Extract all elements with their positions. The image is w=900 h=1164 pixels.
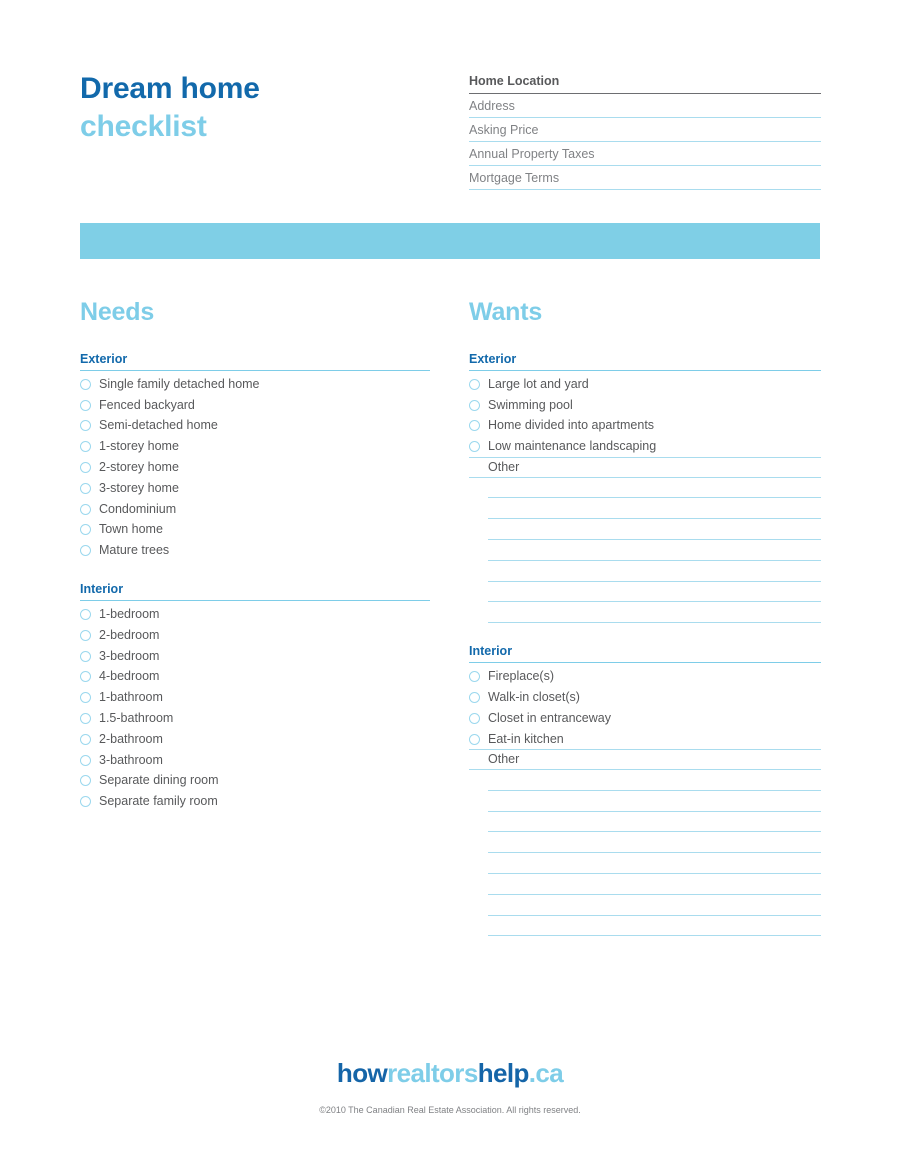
checklist-item[interactable]	[80, 625, 430, 646]
title-line-primary: Dream home	[80, 72, 260, 105]
checkbox-circle-icon[interactable]	[80, 671, 91, 682]
write-in-line[interactable]	[488, 895, 821, 916]
checklist-item-label: Single family detached home	[99, 376, 260, 391]
checkbox-circle-icon[interactable]	[469, 734, 480, 745]
checkbox-circle-icon[interactable]	[80, 462, 91, 473]
checkbox-circle-icon[interactable]	[469, 671, 480, 682]
checkbox-circle-icon[interactable]	[80, 504, 91, 515]
checklist-item-label: Eat-in kitchen	[488, 731, 564, 746]
home-location-block	[469, 74, 821, 190]
checkbox-circle-icon[interactable]	[80, 441, 91, 452]
write-in-line[interactable]	[488, 540, 821, 561]
checklist-item-label: Separate family room	[99, 794, 218, 809]
checkbox-circle-icon[interactable]	[80, 609, 91, 620]
logo-part-help: help	[477, 1058, 529, 1088]
checklist-item[interactable]	[80, 771, 430, 792]
checklist-item-label: Semi-detached home	[99, 418, 218, 433]
checklist-item-label: Low maintenance landscaping	[488, 439, 657, 454]
checklist-item-label: Swimming pool	[488, 397, 573, 412]
checkbox-circle-icon[interactable]	[469, 713, 480, 724]
checklist-item-label: 2-storey home	[99, 460, 179, 475]
checklist-item[interactable]	[80, 791, 430, 812]
write-in-line[interactable]	[488, 874, 821, 895]
checkbox-circle-icon[interactable]	[469, 379, 480, 390]
checkbox-circle-icon[interactable]	[80, 713, 91, 724]
checklist-item-label: 1-storey home	[99, 439, 179, 454]
wants-section-interior	[469, 644, 821, 936]
checkbox-circle-icon[interactable]	[80, 734, 91, 745]
checklist-item[interactable]	[469, 687, 821, 708]
checkbox-circle-icon[interactable]	[469, 441, 480, 452]
home-location-row-mortgage-terms[interactable]: Mortgage Terms	[469, 166, 821, 190]
checkbox-circle-icon[interactable]	[80, 755, 91, 766]
checklist-item-label: Condominium	[99, 501, 177, 516]
checklist-item[interactable]	[80, 708, 430, 729]
accent-banner	[80, 223, 820, 259]
checkbox-circle-icon[interactable]	[469, 400, 480, 411]
checklist-item[interactable]	[80, 374, 430, 395]
checklist-item[interactable]	[80, 416, 430, 437]
section-spacer	[80, 561, 430, 582]
checklist-item[interactable]	[469, 708, 821, 729]
checklist-item-label: Fenced backyard	[99, 397, 195, 412]
section-heading-interior: Interior	[80, 582, 430, 601]
checklist-item[interactable]	[80, 540, 430, 561]
checklist-item-label: Separate dining room	[99, 773, 219, 788]
needs-section-exterior	[80, 352, 430, 561]
checklist-item[interactable]	[80, 604, 430, 625]
write-in-line[interactable]	[488, 582, 821, 603]
checklist-item-label: Mature trees	[99, 543, 170, 558]
home-location-row-address[interactable]: Address	[469, 94, 821, 118]
write-in-line[interactable]	[488, 561, 821, 582]
section-heading-exterior: Exterior	[80, 352, 430, 371]
checklist-item-label: 2-bedroom	[99, 627, 160, 642]
checklist-item-label: Large lot and yard	[488, 376, 589, 391]
checkbox-circle-icon[interactable]	[469, 692, 480, 703]
write-in-line[interactable]	[488, 812, 821, 833]
checklist-item-label: 3-bathroom	[99, 752, 163, 767]
column-title-needs: Needs	[80, 298, 155, 326]
title-line-secondary: checklist	[80, 110, 207, 143]
write-in-line[interactable]	[488, 916, 821, 937]
checklist-item-label: Town home	[99, 522, 163, 537]
copyright-text: ©2010 The Canadian Real Estate Association. All rights reserved.	[319, 1105, 581, 1115]
checkbox-circle-icon[interactable]	[80, 420, 91, 431]
checklist-item[interactable]	[80, 750, 430, 771]
checklist-item[interactable]	[80, 457, 430, 478]
home-location-row-asking-price[interactable]: Asking Price	[469, 118, 821, 142]
column-title-wants: Wants	[469, 298, 543, 326]
checkbox-circle-icon[interactable]	[80, 651, 91, 662]
checkbox-circle-icon[interactable]	[80, 379, 91, 390]
checklist-item[interactable]	[80, 646, 430, 667]
checklist-item[interactable]	[80, 395, 430, 416]
column-wants	[469, 298, 821, 936]
checklist-item[interactable]	[80, 687, 430, 708]
write-in-line[interactable]	[488, 791, 821, 812]
checklist-item-label: 3-storey home	[99, 480, 179, 495]
checklist-item[interactable]	[469, 666, 821, 687]
checklist-item[interactable]	[469, 416, 821, 437]
checklist-item-label: Walk-in closet(s)	[488, 689, 580, 704]
section-heading-exterior: Exterior	[469, 352, 821, 371]
other-label-row: Other	[469, 749, 821, 770]
checklist-item-label: 3-bedroom	[99, 648, 160, 663]
checkbox-circle-icon[interactable]	[80, 796, 91, 807]
write-in-line[interactable]	[488, 853, 821, 874]
checklist-item[interactable]	[80, 478, 430, 499]
write-in-line[interactable]	[488, 478, 821, 499]
checklist-item-label: 4-bedroom	[99, 669, 160, 684]
checklist-item-label: Closet in entranceway	[488, 710, 611, 725]
checklist-item[interactable]	[80, 436, 430, 457]
checkbox-circle-icon[interactable]	[80, 545, 91, 556]
checklist-item[interactable]	[80, 499, 430, 520]
checkbox-circle-icon[interactable]	[80, 524, 91, 535]
write-in-line[interactable]	[488, 602, 821, 623]
checklist-item[interactable]	[469, 729, 821, 750]
checklist-item[interactable]	[469, 395, 821, 416]
footer	[0, 1058, 900, 1116]
checklist-item-label: 2-bathroom	[99, 731, 163, 746]
write-in-line[interactable]	[488, 519, 821, 540]
logo-part-how: how	[336, 1058, 388, 1088]
write-in-line[interactable]	[488, 832, 821, 853]
checkbox-circle-icon[interactable]	[80, 692, 91, 703]
needs-section-interior	[80, 582, 430, 812]
checklist-item-label: 1.5-bathroom	[99, 711, 174, 726]
logo-part-realtors: realtors	[387, 1058, 478, 1088]
other-label-row: Other	[469, 457, 821, 478]
checkbox-circle-icon[interactable]	[80, 775, 91, 786]
write-in-line[interactable]	[488, 770, 821, 791]
section-heading-interior: Interior	[469, 644, 821, 663]
checklist-item-label: 1-bedroom	[99, 607, 160, 622]
home-location-heading: Home Location	[469, 74, 821, 94]
checklist-item-label: Home divided into apartments	[488, 418, 655, 433]
wants-section-exterior	[469, 352, 821, 623]
brand-logo[interactable]	[0, 1058, 900, 1088]
column-needs	[80, 298, 430, 812]
home-location-row-annual-property-taxes[interactable]: Annual Property Taxes	[469, 142, 821, 166]
write-in-line[interactable]	[488, 498, 821, 519]
checklist-item[interactable]	[80, 729, 430, 750]
checklist-item[interactable]	[80, 667, 430, 688]
logo-part-tld: .ca	[528, 1058, 564, 1088]
checkbox-circle-icon[interactable]	[80, 400, 91, 411]
checkbox-circle-icon[interactable]	[80, 483, 91, 494]
checklist-item[interactable]	[469, 436, 821, 457]
page-title	[80, 72, 260, 144]
checklist-item-label: 1-bathroom	[99, 690, 163, 705]
checklist-item[interactable]	[469, 374, 821, 395]
checkbox-circle-icon[interactable]	[469, 420, 480, 431]
checklist-item-label: Fireplace(s)	[488, 669, 554, 684]
section-spacer	[469, 623, 821, 644]
checklist-item[interactable]	[80, 520, 430, 541]
checkbox-circle-icon[interactable]	[80, 630, 91, 641]
